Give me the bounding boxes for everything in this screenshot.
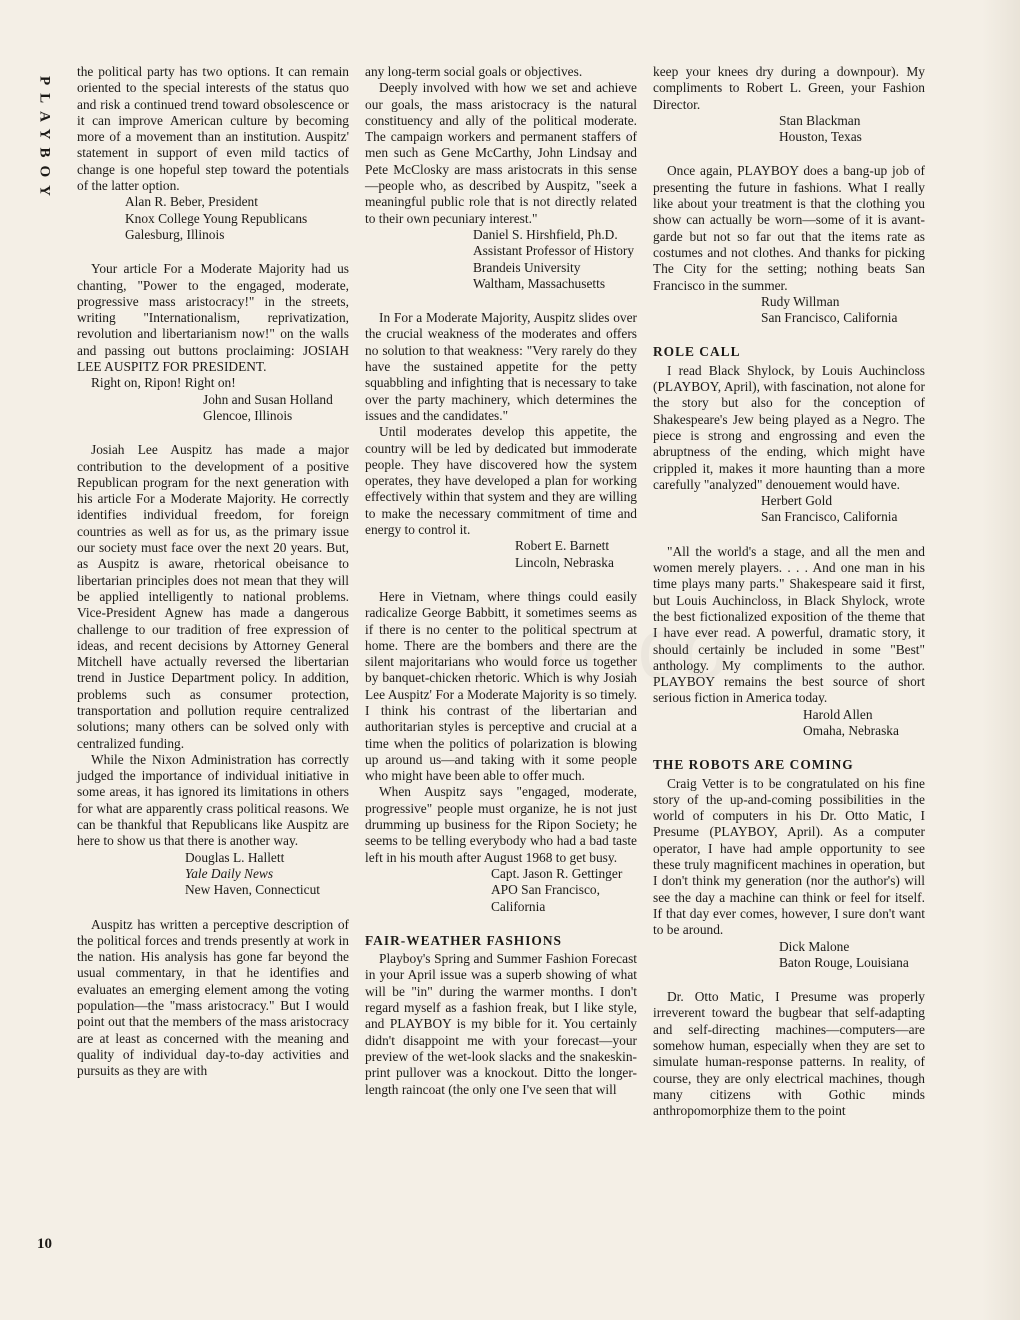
letter-paragraph: "All the world's a stage, and all the men and women merely players. . . . And one man in his time plays many parts." Shakespeare said it first, but Louis Auchincloss, in Black Shylock, wrote the best fictionalized exposition of the theme that I have ever read. A powerful, dramatic story, it should certainly be included in some "Best" anthology. My compliments to the author. PLAYBOY remains the best source of short serious fiction in America today. [653, 543, 925, 706]
signature-line: Capt. Jason R. Gettinger [491, 865, 623, 881]
column-3 [653, 64, 925, 1120]
letter-paragraph: Here in Vietnam, where things could easily radicalize George Babbitt, it sometimes seems as if there is no center to the political spectrum at home. There are the bombers and there are the silent majoritarians who would force us together by banquet-chicken rhetoric. Which is why Josiah Lee Auspitz' For a Moderate Majority is so timely. I think his contrast of the libertarian and authoritarian styles is perceptive and crucial at a time when the politics of polarization is blowing up around us—and taking with it some people who might have been able to offer much. [365, 588, 637, 784]
signature-line: Waltham, Massachusetts [473, 275, 606, 291]
letter-signature [365, 227, 637, 292]
signature-line: Rudy Willman [761, 293, 840, 309]
letter-paragraph: the political party has two options. It can remain oriented to the special interests of the status quo and risk a continued trend toward obsolescence or it can improve American culture by becoming more of a movement than an institution. Auspitz' statement in support of even mild tactics of change is one hopeful step toward the potentials of the latter option. [77, 64, 349, 194]
signature-line: Yale Daily News [185, 865, 274, 881]
letter-signature [653, 493, 925, 526]
signature-line: San Francisco, California [761, 509, 898, 525]
signature-line: Stan Blackman [779, 112, 861, 128]
signature-line: San Francisco, California [761, 310, 898, 326]
letter-paragraph: Right on, Ripon! Right on! [91, 375, 236, 391]
letter-signature [653, 294, 925, 327]
signature-line: Dick Malone [779, 938, 850, 954]
letter-paragraph: Dr. Otto Matic, I Presume was properly irreverent toward the bugbear that self-adapting and self-directing machines—computers—are somehow human, especially when they are set to simulate human-response patterns. In reality, of course, they are only electrical machines, though many citizens with Gothic minds anthropomorphize them to the point [653, 989, 925, 1119]
signature-line: Galesburg, Illinois [125, 226, 225, 242]
signature-line: Glencoe, Illinois [203, 407, 293, 423]
signature-line: Robert E. Barnett [515, 538, 610, 554]
letter-signature [365, 866, 637, 915]
letter-paragraph: keep your knees dry during a downpour). My compliments to Robert L. Green, your Fashion Director. [653, 64, 925, 112]
signature-line: Harold Allen [803, 706, 873, 722]
signature-line: Douglas L. Hallett [185, 849, 285, 865]
signature-line: John and Susan Holland [203, 391, 333, 407]
section-heading: ROLE CALL [653, 344, 741, 360]
signature-line: Omaha, Nebraska [803, 722, 899, 738]
column-2 [365, 64, 637, 1098]
letter-signature [653, 113, 925, 146]
masthead-text: PLAYBOY [36, 76, 53, 204]
signature-line: APO San Francisco, California [491, 882, 600, 914]
letter-signature [653, 939, 925, 972]
signature-line: Knox College Young Republicans [125, 210, 308, 226]
section-heading: THE ROBOTS ARE COMING [653, 757, 854, 773]
letter-paragraph: Once again, PLAYBOY does a bang-up job of presenting the future in fashions. What I really like about your treatment is that the clothing you show can actually be worn—some of it is avant-garde but not so far out that the items rate as costumes and not clothes. And thanks for picking The City for the setting; nothing beats San Francisco in the summer. [653, 163, 925, 293]
signature-line: New Haven, Connecticut [185, 882, 320, 898]
signature-line: Baton Rouge, Louisiana [779, 954, 909, 970]
letter-paragraph: Deeply involved with how we set and achieve our goals, the mass aristocracy is the natural constituency and ally of the political moderate. The campaign workers and permanent staffers of men such as Gene McCarthy, John Lindsay and Pete McClosky are mass aristocrats in this sense—people who, as described by Auspitz, "seek a meaningful public role that is not directly related to their own pecuniary interest." [365, 80, 637, 226]
letter-paragraph: Your article For a Moderate Majority had us chanting, "Power to the engaged, moderate, progressive mass aristocracy!" in the streets, writing "Internationalism, reprivatization, revolution and libertarianism now!" on the walls and passing out buttons proclaiming: JOSIAH LEE AUSPITZ FOR PRESIDENT. [77, 261, 349, 375]
letter-paragraph: When Auspitz says "engaged, moderate, progressive" people must organize, he is not just drumming up business for the Ripon Society; he seems to be telling everybody who had a bad taste left in his mouth after August 1968 to get busy. [365, 784, 637, 865]
page-edge [982, 0, 1020, 1320]
letter-signature [77, 850, 349, 899]
letter-paragraph: Josiah Lee Auspitz has made a major contribution to the development of a positive Republican program for the next generation with his article For a Moderate Majority. He correctly identifies individual freedom, for foreign countries as well as for us, as the primary issue our society must face over the next 20 years. But, as Auspitz is aware, rhetorical obeisance to libertarian principles does not mean that they will be applied intelligently to national problems. Vice-President Agnew has made a dangerous challenge to our tradition of free expression of ideas, and recent decisions by Attorney General Mitchell have actually reversed the libertarian trend in Justice Department policy. In addition, problems such as consumer protection, transportation and pollution require centralized solutions; many others can be solved only with centralized funding. [77, 442, 349, 751]
letter-paragraph: any long-term social goals or objectives. [365, 64, 583, 79]
section-heading: FAIR-WEATHER FASHIONS [365, 932, 562, 948]
letter-signature [365, 538, 637, 571]
masthead [30, 60, 58, 220]
signature-line: Houston, Texas [779, 129, 862, 145]
letter-paragraph: In For a Moderate Majority, Auspitz slides over the crucial weakness of the moderates and offers no solution to that weakness: "Very rarely do they have the sustained appetite for the petty squabbling and infighting that is necessary to take over the party machinery, which determines the issues and the candidates." [365, 310, 637, 423]
letter-paragraph: I read Black Shylock, by Louis Auchincloss (PLAYBOY, April), with fascination, not alone for the story but also for the conception of Shakespeare's Jew being played as a Negro. The piece is strong and engrossing and even the abruptness of the ending, which might have crippled it, makes it more haunting than a more carefully "analyzed" denouement would have. [653, 362, 925, 492]
letter-signature [77, 194, 349, 243]
letter-paragraph: While the Nixon Administration has correctly judged the importance of individual initiative in some areas, it has ignored its limitations in others for what are apparently crass political reasons. We can be thankful that Republicans like Auspitz are here to show us that there is another way. [77, 751, 349, 849]
letter-paragraph: Until moderates develop this appetite, the country will be led by dedicated but immoderate people. They have discovered how the system operates, they have developed a plan for working effectively within that system and they are willing to make the necessary commitment of time and energy to control it. [365, 424, 637, 538]
letter-paragraph: Craig Vetter is to be congratulated on his fine story of the up-and-coming possibilities in the world of computers in his Dr. Otto Matic, I Presume (PLAYBOY, April). As a computer operator, I have had ample opportunity to see these truly magnificent machines in operation, but I don't think my generation (nor the author's) will see the day a machine can think or feel for itself. If that day ever comes, however, I sure don't want to be around. [653, 775, 925, 938]
letter-signature [77, 392, 349, 425]
letter-paragraph: Auspitz has written a perceptive description of the political forces and trends presently at work in the nation. His analysis has gone far beyond the usual commentary, in that he identifies and evaluates an emerging element among the voting population—the "mass aristocracy." But I would point out that the members of the mass aristocracy are at least as concerned with the meaning and quality of individual day-to-day activities and pursuits as they are with [77, 916, 349, 1079]
letter-paragraph: Playboy's Spring and Summer Fashion Forecast in your April issue was a superb showing of what will be "in" during the warmer months. I don't regard myself as a fashion freak, but I like style, and PLAYBOY is my bible for it. You certainly didn't disappoint me with your forecast—your preview of the wet-look slacks and the snakeskin-print pullover was a knockout. Ditto the longer-length raincoat (the only one I've seen that will [365, 951, 637, 1097]
signature-line: Assistant Professor of History [473, 243, 635, 259]
signature-line: Alan R. Beber, President [125, 194, 258, 210]
signature-line: Brandeis University [473, 259, 581, 275]
signature-line: Lincoln, Nebraska [515, 554, 614, 570]
letter-signature [653, 707, 925, 740]
signature-line: Daniel S. Hirshfield, Ph.D. [473, 226, 618, 242]
column-1 [77, 64, 349, 1080]
signature-line: Herbert Gold [761, 493, 833, 509]
page-number: 10 [37, 1236, 52, 1252]
